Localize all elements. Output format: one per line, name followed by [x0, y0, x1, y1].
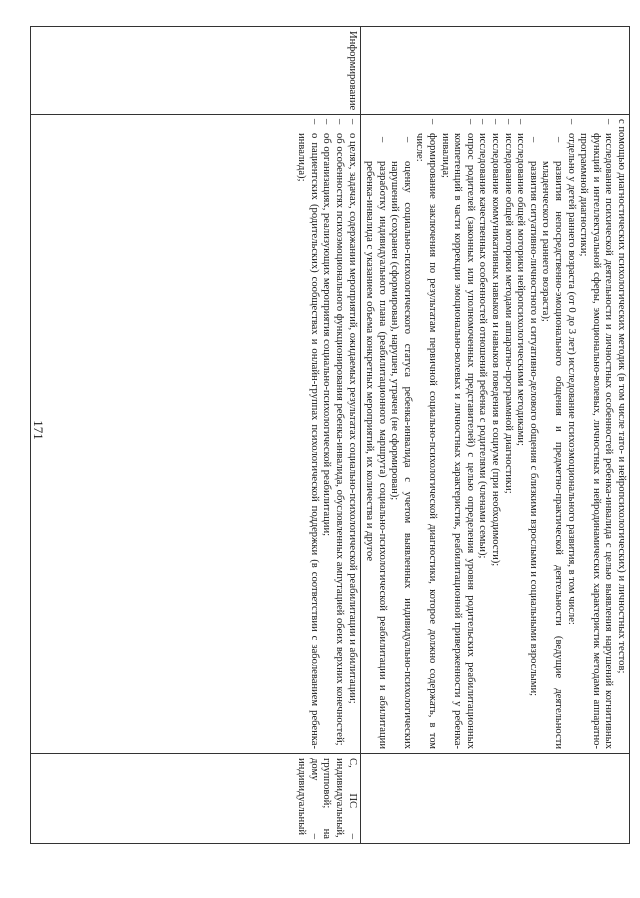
list-item-text: об организациях, реализующих мероприятия социально-психологической реабилитации; [321, 133, 333, 537]
content-paragraph: с помощью диагностических психологических методик (в том числе тато- и нейропсихологических) и личностных тестов; [616, 119, 627, 674]
list-item [476, 119, 489, 749]
rehabilitation-table [30, 26, 630, 844]
rotated-table-page [70, 26, 630, 844]
dash-marker: – [490, 119, 502, 125]
list-item-text: развития ситуативно-личностного и ситуативно-делового общения с близкими взрослыми и социальными взрослыми; [527, 161, 539, 697]
list-item [413, 119, 438, 749]
list-item [488, 119, 501, 749]
form-cell: С, ПС – индивидуальный, групповой; на дому – индивидуальный [30, 754, 360, 844]
dash-marker: – [308, 119, 320, 125]
stage-cell: Информирование [30, 27, 360, 115]
dash-marker: – [464, 119, 476, 125]
list-item-text: о пациентских (родительских) сообществах и онлайн-группах психологической поддержки (в соответствии с заболеванием ребенка-инвалида); [296, 133, 320, 749]
list-item-text: исследование общей моторики нейропсихологическими методиками; [515, 133, 527, 446]
sub-list-item [526, 119, 539, 749]
table-row [30, 27, 360, 844]
sub-list-item [363, 119, 388, 749]
dash-marker: – [527, 137, 539, 143]
list-item [564, 119, 577, 749]
dash-marker: – [515, 119, 527, 125]
list-item [332, 119, 345, 749]
list-item-text: отдельно у детей раннего возраста (от 0 до 3 лет) исследование психоэмоционального развития, в том числе: [565, 133, 577, 625]
dash-marker: – [603, 119, 615, 125]
dash-marker: – [553, 137, 565, 143]
list-item [345, 119, 358, 749]
stage-cell [360, 27, 629, 115]
list-item [514, 119, 527, 749]
list-item-text: исследование общей моторики методами аппаратно-программной диагностики; [502, 133, 514, 494]
list-item [438, 119, 476, 749]
table-row [360, 27, 629, 844]
list-item [320, 119, 333, 749]
form-cell [360, 754, 629, 844]
dash-marker: – [477, 119, 489, 125]
list-item [577, 119, 615, 749]
dash-marker: – [333, 119, 345, 125]
dash-marker: – [502, 119, 514, 125]
list-item-text: развития непосредственно-эмоционального общения и предметно-практической деятельности (ведущие деятельности младенческого и раннего возраста); [540, 161, 565, 749]
list-item [501, 119, 514, 749]
list-item-text: исследование качественных особенностей отношений ребенка с родителями (членами семьи); [477, 133, 489, 559]
content-cell [30, 115, 360, 754]
list-item-text: оценку социально-психологического статуса ребенка-инвалида с учетом выявленных индивидуально-психологических нарушений (сохранен (сформирован), нарушен, утрачен (не сформирован); [389, 161, 413, 749]
dash-marker: – [565, 119, 577, 125]
dash-marker: – [401, 137, 413, 143]
content-cell [360, 115, 629, 754]
dash-marker: – [346, 119, 358, 125]
dash-marker: – [321, 119, 333, 125]
list-item-text: опрос родителей (законных или уполномоченных представителей) с целью определения уровня родительских реабилитационных компетенций в части коррекции эмоционально-волевых и личностных характеристик, реабилитационной приверженности у ребенка-инвалида; [439, 133, 476, 749]
list-item-text: исследование коммуникативных навыков и навыков поведения в социуме (при необходимости); [490, 133, 502, 567]
sub-list-item [388, 119, 413, 749]
list-item-text: разработку индивидуального плана (реабилитационного маршрута) социально-психологической реабилитации и абилитации ребенка-инвалида с указанием объема конкретных мероприятий, их количества и другое [364, 161, 388, 749]
list-item [295, 119, 320, 749]
list-item-text: формирование заключения по результатам первичной социально-психологической диагностики, которое должно содержать, в том числе: [414, 133, 439, 749]
sub-list-item [539, 119, 564, 749]
list-item-text: о целях, задачах, содержании мероприятий, ожидаемых результатах социально-психологической реабилитации и абилитации; [346, 133, 358, 704]
dash-marker: – [427, 119, 439, 125]
list-item-text: исследование психической деятельности и личностных особенностей ребенка-инвалида с целью выявления нарушений когнитивных функций и интеллектуальной сферы, эмоционально-волевых, личностных и нейродинамических характеристик методами аппаратно-программной диагностики; [578, 133, 615, 749]
list-item-text: об особенностях психоэмоционального функционирования ребенка-инвалида, обусловленных ампутацией обеих верхних конечностей; [333, 133, 345, 746]
page-number: 171 [30, 420, 46, 440]
dash-marker: – [376, 137, 388, 143]
